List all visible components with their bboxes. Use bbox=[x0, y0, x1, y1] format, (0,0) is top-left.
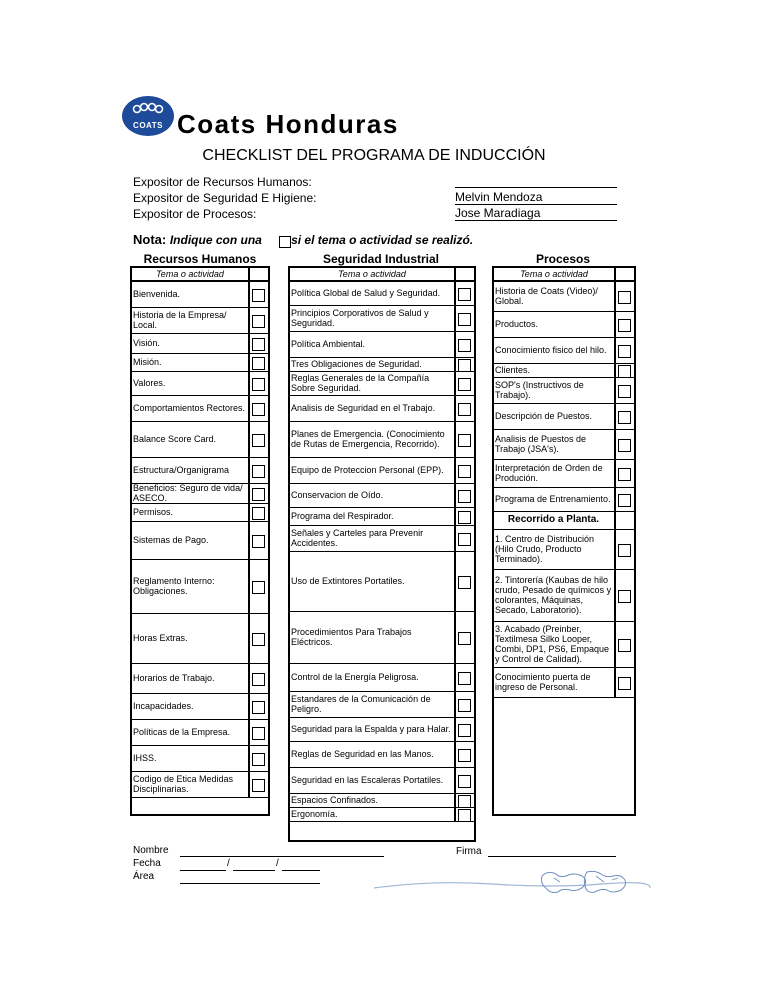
company-name: Coats Honduras bbox=[177, 109, 399, 139]
row-label: Reglamento Interno: Obligaciones. bbox=[133, 576, 215, 597]
row-checkbox[interactable] bbox=[458, 724, 471, 737]
row-checkbox[interactable] bbox=[618, 291, 631, 304]
table-header-label: Tema o actividad bbox=[156, 269, 224, 279]
row-checkbox[interactable] bbox=[252, 465, 265, 478]
table-row bbox=[132, 372, 268, 396]
row-divider bbox=[454, 372, 456, 395]
row-label: Procedimientos Para Trabajos Eléctricos. bbox=[291, 627, 412, 648]
row-label: Control de la Energía Peligrosa. bbox=[291, 672, 419, 683]
nombre-field[interactable] bbox=[180, 855, 384, 857]
nota-checkbox-sample bbox=[279, 236, 291, 248]
row-label: Programa de Entrenamiento. bbox=[495, 494, 611, 505]
row-label: Productos. bbox=[495, 319, 539, 330]
row-checkbox[interactable] bbox=[458, 465, 471, 478]
row-checkbox[interactable] bbox=[618, 468, 631, 481]
date-separator-1: / bbox=[227, 858, 230, 869]
row-label: Horarios de Trabajo. bbox=[133, 673, 215, 684]
row-divider bbox=[454, 332, 456, 357]
row-divider bbox=[614, 338, 616, 363]
row-label: Balance Score Card. bbox=[133, 434, 217, 445]
row-checkbox[interactable] bbox=[252, 779, 265, 792]
row-label: 1. Centro de Distribución (Hilo Crudo, Producto Terminado). bbox=[495, 534, 595, 565]
nota-text-after: si el tema o actividad se realizó. bbox=[291, 233, 474, 247]
table-row bbox=[494, 430, 634, 460]
row-checkbox[interactable] bbox=[618, 639, 631, 652]
table-row bbox=[132, 458, 268, 484]
row-divider bbox=[614, 312, 616, 337]
row-label: Espacios Confinados. bbox=[291, 795, 379, 806]
table-row bbox=[290, 458, 474, 484]
row-divider bbox=[248, 772, 250, 797]
row-checkbox[interactable] bbox=[252, 727, 265, 740]
table-row bbox=[494, 364, 634, 378]
presenter-value-rrhh[interactable] bbox=[455, 173, 617, 188]
table-row bbox=[132, 560, 268, 614]
row-checkbox[interactable] bbox=[618, 411, 631, 424]
table-row bbox=[132, 772, 268, 798]
fecha-month-field[interactable] bbox=[233, 869, 275, 871]
table-row bbox=[132, 746, 268, 772]
row-checkbox[interactable] bbox=[458, 533, 471, 546]
row-label: Uso de Extintores Portatiles. bbox=[291, 576, 405, 587]
row-label: Políticas de la Empresa. bbox=[133, 727, 231, 738]
row-label: Estandares de la Comunicación de Peligro. bbox=[291, 694, 431, 715]
row-label: Comportamientos Rectores. bbox=[133, 403, 246, 414]
row-label: Incapacidades. bbox=[133, 701, 194, 712]
table-row bbox=[132, 614, 268, 664]
row-checkbox[interactable] bbox=[252, 434, 265, 447]
row-divider bbox=[248, 422, 250, 457]
table-row bbox=[132, 354, 268, 372]
row-label: Equipo de Proteccion Personal (EPP). bbox=[291, 465, 444, 476]
row-checkbox[interactable] bbox=[252, 378, 265, 391]
presenter-label-seguridad: Expositor de Seguridad E Higiene: bbox=[133, 191, 317, 205]
row-checkbox[interactable] bbox=[458, 434, 471, 447]
fecha-year-field[interactable] bbox=[282, 869, 320, 871]
row-label: Analisis de Seguridad en el Trabajo. bbox=[291, 403, 436, 414]
table-row bbox=[132, 484, 268, 504]
column-title-rrhh: Recursos Humanos bbox=[143, 252, 257, 266]
row-checkbox[interactable] bbox=[458, 511, 471, 524]
nota-label: Nota: bbox=[133, 232, 167, 247]
nota-text-before: Indique con una bbox=[169, 233, 262, 247]
presenter-value-seguridad[interactable]: Melvin Mendoza bbox=[455, 190, 617, 205]
fecha-day-field[interactable] bbox=[180, 869, 226, 871]
table-row bbox=[290, 372, 474, 396]
row-label: Historia de la Empresa/ Local. bbox=[133, 310, 227, 331]
row-divider bbox=[248, 504, 250, 521]
table-procesos bbox=[492, 266, 636, 816]
row-checkbox[interactable] bbox=[252, 403, 265, 416]
row-label: Descripción de Puestos. bbox=[495, 411, 593, 422]
row-checkbox[interactable] bbox=[458, 749, 471, 762]
row-divider bbox=[454, 526, 456, 551]
row-divider bbox=[614, 488, 616, 511]
table-row bbox=[290, 718, 474, 742]
table-row bbox=[132, 396, 268, 422]
row-divider bbox=[248, 522, 250, 559]
row-checkbox[interactable] bbox=[252, 753, 265, 766]
row-divider bbox=[614, 622, 616, 667]
row-label: Misión. bbox=[133, 357, 162, 368]
row-checkbox[interactable] bbox=[252, 488, 265, 501]
row-divider bbox=[248, 746, 250, 771]
row-label: Reglas de Seguridad en las Manos. bbox=[291, 749, 434, 760]
row-divider bbox=[454, 718, 456, 741]
table-row bbox=[290, 664, 474, 692]
row-checkbox[interactable] bbox=[252, 315, 265, 328]
row-label: Ergonomía. bbox=[291, 809, 338, 820]
table-row bbox=[132, 664, 268, 694]
table-row bbox=[132, 694, 268, 720]
row-divider bbox=[454, 306, 456, 331]
table-row bbox=[290, 332, 474, 358]
table-row bbox=[290, 306, 474, 332]
date-separator-2: / bbox=[276, 858, 279, 869]
row-checkbox[interactable] bbox=[252, 289, 265, 302]
row-label: 2. Tintorería (Kaubas de hilo crudo, Pesado de químicos y colorantes, Máquinas, Secado, Laboratorio). bbox=[495, 575, 612, 616]
row-checkbox[interactable] bbox=[618, 590, 631, 603]
row-label: Estructura/Organigrama bbox=[133, 465, 230, 476]
table-row bbox=[290, 692, 474, 718]
table-row bbox=[494, 404, 634, 430]
row-divider bbox=[248, 614, 250, 663]
row-label: Permisos. bbox=[133, 507, 174, 518]
row-label: Clientes. bbox=[495, 365, 531, 376]
row-label: Programa del Respirador. bbox=[291, 511, 394, 522]
nombre-label: Nombre bbox=[133, 845, 169, 856]
row-divider bbox=[248, 354, 250, 371]
row-divider bbox=[614, 668, 616, 697]
row-divider bbox=[454, 282, 456, 305]
logo-rings-icon bbox=[132, 102, 164, 116]
row-checkbox[interactable] bbox=[252, 673, 265, 686]
table-row bbox=[132, 422, 268, 458]
row-label: 3. Acabado (Preinber, Textilmesa Silko Looper, Combi, DP1, PS6, Empaque y Control de Calidad). bbox=[495, 624, 610, 665]
row-checkbox[interactable] bbox=[458, 672, 471, 685]
row-divider bbox=[614, 460, 616, 487]
table-row bbox=[290, 742, 474, 768]
row-label: Bienvenida. bbox=[133, 289, 181, 300]
table-row bbox=[290, 508, 474, 526]
area-field[interactable] bbox=[180, 882, 320, 884]
row-checkbox[interactable] bbox=[458, 699, 471, 712]
table-rrhh bbox=[130, 266, 270, 816]
row-divider bbox=[454, 692, 456, 717]
row-divider bbox=[248, 560, 250, 613]
row-checkbox[interactable] bbox=[458, 378, 471, 391]
table-row bbox=[494, 460, 634, 488]
table-row bbox=[494, 378, 634, 404]
row-divider bbox=[248, 372, 250, 395]
row-label: Reglas Generales de la Compañía Sobre Seguridad. bbox=[291, 373, 430, 394]
row-divider bbox=[454, 422, 456, 457]
row-divider bbox=[248, 458, 250, 483]
table-row bbox=[290, 794, 474, 808]
row-label: Valores. bbox=[133, 378, 166, 389]
row-checkbox[interactable] bbox=[618, 385, 631, 398]
row-checkbox[interactable] bbox=[618, 677, 631, 690]
table-row bbox=[290, 282, 474, 306]
column-title-procesos: Procesos bbox=[535, 252, 591, 266]
column-title-seguridad: Seguridad Industrial bbox=[322, 252, 439, 266]
presenter-label-procesos: Expositor de Procesos: bbox=[133, 207, 257, 221]
table-row bbox=[494, 668, 634, 698]
row-label: Interpretación de Orden de Produción. bbox=[495, 463, 603, 484]
row-divider bbox=[248, 396, 250, 421]
row-label: IHSS. bbox=[133, 753, 157, 764]
row-divider bbox=[614, 404, 616, 429]
row-divider bbox=[614, 430, 616, 459]
row-label: Planes de Emergencia. (Conocimiento de Rutas de Emergencia, Recorrido). bbox=[291, 429, 445, 450]
area-label: Área bbox=[133, 871, 155, 882]
row-checkbox[interactable] bbox=[252, 357, 265, 370]
row-divider bbox=[454, 794, 456, 807]
table-row bbox=[132, 308, 268, 334]
row-checkbox[interactable] bbox=[252, 338, 265, 351]
row-divider bbox=[614, 570, 616, 621]
row-checkbox[interactable] bbox=[252, 507, 265, 520]
row-divider bbox=[454, 396, 456, 421]
row-label: Principios Corporativos de Salud y Seguridad. bbox=[291, 308, 429, 329]
row-divider bbox=[248, 308, 250, 333]
row-divider bbox=[248, 720, 250, 745]
document-title: CHECKLIST DEL PROGRAMA DE INDUCCIÓN bbox=[202, 147, 546, 164]
row-checkbox[interactable] bbox=[458, 359, 471, 372]
row-label: Visión. bbox=[133, 338, 160, 349]
row-label: Política Ambiental. bbox=[291, 339, 366, 350]
table-header-label: Tema o actividad bbox=[338, 269, 406, 279]
table-row bbox=[132, 504, 268, 522]
world-map-watermark-icon bbox=[372, 866, 652, 896]
row-checkbox[interactable] bbox=[458, 288, 471, 301]
row-checkbox[interactable] bbox=[252, 535, 265, 548]
row-divider bbox=[454, 742, 456, 767]
table-row bbox=[132, 282, 268, 308]
row-divider bbox=[454, 612, 456, 663]
table-row bbox=[290, 358, 474, 372]
table-row bbox=[494, 312, 634, 338]
row-checkbox[interactable] bbox=[618, 544, 631, 557]
row-checkbox[interactable] bbox=[618, 345, 631, 358]
table-row bbox=[494, 488, 634, 512]
table-header-label: Tema o actividad bbox=[520, 269, 588, 279]
row-divider bbox=[614, 530, 616, 569]
row-divider bbox=[454, 552, 456, 611]
row-label: Sistemas de Pago. bbox=[133, 535, 209, 546]
row-checkbox[interactable] bbox=[458, 576, 471, 589]
row-checkbox[interactable] bbox=[458, 339, 471, 352]
presenter-value-procesos[interactable]: Jose Maradiaga bbox=[455, 206, 617, 221]
row-checkbox[interactable] bbox=[618, 494, 631, 507]
row-divider bbox=[454, 358, 456, 371]
table-row bbox=[132, 720, 268, 746]
row-label: Horas Extras. bbox=[133, 633, 188, 644]
table-row bbox=[290, 768, 474, 794]
row-divider bbox=[454, 484, 456, 507]
row-label: Codigo de Etica Medidas Disciplinarias. bbox=[133, 774, 234, 795]
row-divider bbox=[454, 664, 456, 691]
row-label: Beneficios: Seguro de vida/ ASECO. bbox=[133, 483, 243, 504]
firma-field[interactable] bbox=[488, 855, 616, 857]
table-seguridad bbox=[288, 266, 476, 842]
row-label: Señales y Carteles para Prevenir Accidentes. bbox=[291, 528, 424, 549]
row-label: SOP's (Instructivos de Trabajo). bbox=[495, 380, 584, 401]
table-row bbox=[132, 334, 268, 354]
logo-text: COATS bbox=[133, 121, 163, 130]
table-row bbox=[290, 552, 474, 612]
row-divider bbox=[614, 364, 616, 377]
row-checkbox[interactable] bbox=[458, 313, 471, 326]
row-label: Conocimiento fisico del hilo. bbox=[495, 345, 607, 356]
row-checkbox[interactable] bbox=[458, 775, 471, 788]
row-label: Conocimiento puerta de ingreso de Personal. bbox=[495, 672, 591, 693]
row-divider bbox=[454, 508, 456, 525]
fecha-label: Fecha bbox=[133, 858, 161, 869]
row-label: Analisis de Puestos de Trabajo (JSA's). bbox=[495, 434, 587, 455]
row-checkbox[interactable] bbox=[458, 403, 471, 416]
table-row bbox=[290, 484, 474, 508]
row-label: Conservacion de Oído. bbox=[291, 490, 384, 501]
table-row bbox=[290, 422, 474, 458]
row-label: Recorrido a Planta. bbox=[507, 514, 600, 526]
table-row bbox=[290, 808, 474, 822]
row-divider bbox=[614, 512, 616, 529]
table-row bbox=[494, 622, 634, 668]
table-row bbox=[290, 526, 474, 552]
table-row bbox=[494, 282, 634, 312]
row-checkbox[interactable] bbox=[458, 795, 471, 808]
row-checkbox[interactable] bbox=[458, 809, 471, 822]
row-label: Historia de Coats (Video)/ Global. bbox=[495, 286, 598, 307]
table-row bbox=[494, 530, 634, 570]
row-divider bbox=[248, 334, 250, 353]
row-divider bbox=[454, 458, 456, 483]
row-divider bbox=[248, 484, 250, 503]
table-header-seguridad bbox=[290, 268, 474, 282]
row-checkbox[interactable] bbox=[458, 490, 471, 503]
table-header-procesos bbox=[494, 268, 634, 282]
row-label: Seguridad para la Espalda y para Halar. bbox=[291, 724, 451, 735]
row-checkbox[interactable] bbox=[252, 581, 265, 594]
row-label: Tres Obligaciones de Seguridad. bbox=[291, 359, 422, 370]
table-header-rrhh bbox=[132, 268, 268, 282]
row-label: Política Global de Salud y Seguridad. bbox=[291, 288, 441, 299]
nota-line bbox=[133, 232, 473, 247]
table-row bbox=[290, 396, 474, 422]
row-checkbox[interactable] bbox=[618, 439, 631, 452]
table-row bbox=[290, 612, 474, 664]
row-divider bbox=[614, 378, 616, 403]
presenter-label-rrhh: Expositor de Recursos Humanos: bbox=[133, 175, 312, 189]
firma-label: Firma bbox=[456, 846, 482, 857]
row-checkbox[interactable] bbox=[458, 632, 471, 645]
row-label: Seguridad en las Escaleras Portatiles. bbox=[291, 775, 444, 786]
table-row bbox=[494, 570, 634, 622]
row-divider bbox=[614, 282, 616, 311]
row-checkbox[interactable] bbox=[618, 365, 631, 378]
row-checkbox[interactable] bbox=[252, 633, 265, 646]
row-divider bbox=[248, 664, 250, 693]
row-divider bbox=[248, 282, 250, 307]
table-row bbox=[132, 522, 268, 560]
row-divider bbox=[248, 694, 250, 719]
row-checkbox[interactable] bbox=[252, 701, 265, 714]
table-row bbox=[494, 512, 634, 530]
table-row bbox=[494, 338, 634, 364]
row-checkbox[interactable] bbox=[618, 319, 631, 332]
row-divider bbox=[454, 768, 456, 793]
row-divider bbox=[454, 808, 456, 821]
